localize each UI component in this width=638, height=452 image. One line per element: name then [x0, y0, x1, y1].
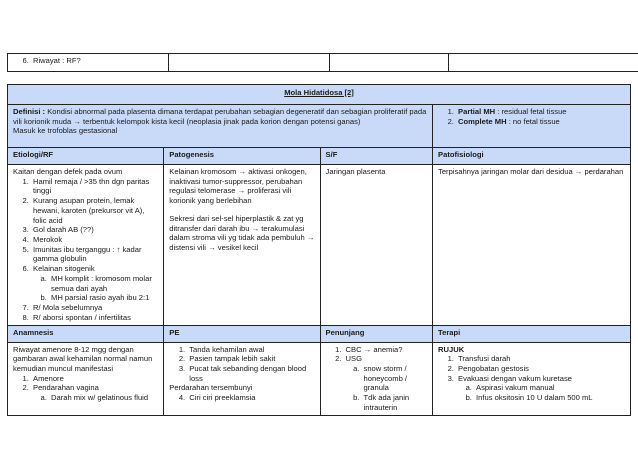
patogenesis-cell: Kelainan kromosom → aktivasi onkogen, inaktivasi tumor-suppressor, perubahan regulasi telomerase → proliferasi vili korionik yang berlebihan Sekresi dari sel-sel hiperplastik & zat yg ditransfer dari darah ibu → terakumulasi dalam stroma vili yg tidak ada pembuluh → distensi vili → vesikel kecil: [164, 165, 320, 326]
table-row: [8, 54, 638, 72]
etiologi-cell: Kaitan dengan defek pada ovum 1. Hamil remaja / >35 thn dgn paritas tinggi 2. Kurang asupan protein, lemak hewani, karoten (prekursor vit A), folic acid 3. Gol darah AB (??) 4. Merokok 5. Imunitas ibu terganggu : ↑ kadar gamma globulin 6. Kelainan sitogenik a. MH komplit : kromosom molar semua dari ayah b. MH parsial rasio ayah ibu 2:1 7. R/ Mola sebelumnya 8. R/ aborsi spontan / infertilitas: [8, 165, 164, 326]
etiologi-list: [13, 177, 158, 323]
empty-cell: [169, 54, 330, 72]
header-patogenesis: Patogenesis: [164, 148, 320, 165]
table-row: [8, 325, 631, 342]
header-penunjang: Penunjang: [320, 325, 433, 342]
list-item: b. MH parsial rasio ayah ibu 2:1: [49, 293, 158, 303]
sf-cell: Jaringan plasenta: [320, 165, 433, 326]
definition-types: [433, 105, 631, 148]
header-sf: S/F: [320, 148, 433, 165]
definition-label: Definisi :: [13, 107, 46, 116]
empty-cell: [449, 54, 638, 72]
table-row: [8, 165, 631, 326]
pe-list-2: [169, 393, 314, 403]
list-item: 2. Kurang asupan protein, lemak hewani, karoten (prekursor vit A), folic acid: [31, 196, 158, 225]
list-item: 1. Transfusi darah: [456, 354, 625, 364]
header-anamnesis: Anamnesis: [8, 325, 164, 342]
list-item: 4. Merokok: [31, 235, 158, 245]
anamnesis-cell: Riwayat amenore 8-12 mgg dengan gambaran awal kehamilan normal namun kemudian muncul manifestasi 1. Amenore 2. Pendarahan vagina a. Darah mix w/ gelatinous fluid: [8, 342, 164, 415]
header-pe: PE: [164, 325, 320, 342]
list-item: 2. Pendarahan vagina a. Darah mix w/ gelatinous fluid: [31, 383, 158, 402]
table-row: [8, 148, 631, 165]
list-item: b. Infus oksitosin 10 U dalam 500 mL: [474, 393, 625, 403]
patofisiologi-cell: Terpisahnya jaringan molar dari desidua → perdarahan: [433, 165, 631, 326]
anamnesis-list: [13, 374, 158, 403]
definition-line2: Masuk ke trofoblas gestasional: [13, 126, 118, 136]
terapi-cell: [433, 342, 631, 415]
table-row: [8, 105, 631, 148]
list-item: 1. Amenore: [31, 374, 158, 384]
penunjang-list: [326, 345, 428, 413]
header-etiologi: Etiologi/RF: [8, 148, 164, 165]
list-item: 5. Imunitas ibu terganggu : ↑ kadar gamma globulin: [31, 245, 158, 264]
list-item: a. snow storm / honeycomb / granula: [362, 364, 428, 393]
list-item: 2. Pengobatan gestosis: [456, 364, 625, 374]
list-item: 4. Ciri ciri preeklamsia: [187, 393, 314, 403]
definition-text: Kondisi abnormal pada plasenta dimana terdapat perubahan sebagian degeneratif dan sebagian proliferatif pada vili korionik muda → terbentuk kelompok kista kecil (neoplasia jinak pada korion dengan potensi ganas): [13, 107, 427, 126]
penunjang-cell: [320, 342, 433, 415]
list-item: a. MH komplit : kromosom molar semua dari ayah: [49, 274, 158, 293]
list-item: b. Tdk ada janin intrauterin: [362, 393, 428, 412]
terapi-label: RUJUK: [438, 344, 465, 354]
empty-cell: [330, 54, 449, 72]
mola-hidatidosa-table: [7, 84, 631, 416]
list-item: 2. USG a. snow storm / honeycomb / granula b. Tdk ada janin intrauterin: [344, 354, 428, 412]
list-item: 6. Kelainan sitogenik a. MH komplit : kromosom molar semua dari ayah b. MH parsial rasio ayah ibu 2:1: [31, 264, 158, 303]
previous-table: [7, 53, 638, 72]
list-item: a. Aspirasi vakum manual: [474, 383, 625, 393]
prev-list: 6. Riwayat : RF?: [13, 56, 163, 66]
list-item: 3. Pucat tak sebanding dengan blood loss: [187, 364, 314, 383]
type-partial: 1. Partial MH : residual fetal tissue: [456, 107, 625, 117]
list-item: 1. Hamil remaja / >35 thn dgn paritas tinggi: [31, 177, 158, 196]
list-item: 3. Evakuasi dengan vakum kuretase a. Aspirasi vakum manual b. Infus oksitosin 10 U dalam 500 mL: [456, 374, 625, 403]
header-terapi: Terapi: [433, 325, 631, 342]
list-item: 8. R/ aborsi spontan / infertilitas: [31, 313, 158, 323]
list-item: 3. Gol darah AB (??): [31, 225, 158, 235]
list-item: a. Darah mix w/ gelatinous fluid: [49, 393, 158, 403]
table-title: Mola Hidatidosa [2]: [8, 85, 631, 105]
list-item: 1. CBC → anemia?: [344, 345, 428, 355]
definition-cell: [8, 105, 433, 148]
terapi-list: [438, 354, 625, 403]
list-item: 1. Tanda kehamilan awal: [187, 345, 314, 355]
header-patofisiologi: Patofisiologi: [433, 148, 631, 165]
table-row: [8, 342, 631, 415]
prev-row-item: [8, 54, 169, 72]
pe-cell: 1. Tanda kehamilan awal 2. Pasien tampak lebih sakit 3. Pucat tak sebanding dengan blood loss Perdarahan tersembunyi 4. Ciri ciri preeklamsia: [164, 342, 320, 415]
list-item: 2. Pasien tampak lebih sakit: [187, 354, 314, 364]
list-item: 7. R/ Mola sebelumnya: [31, 303, 158, 313]
pe-list: [169, 345, 314, 384]
table-row: [8, 85, 631, 105]
type-complete: 2. Complete MH : no fetal tissue: [456, 117, 625, 127]
